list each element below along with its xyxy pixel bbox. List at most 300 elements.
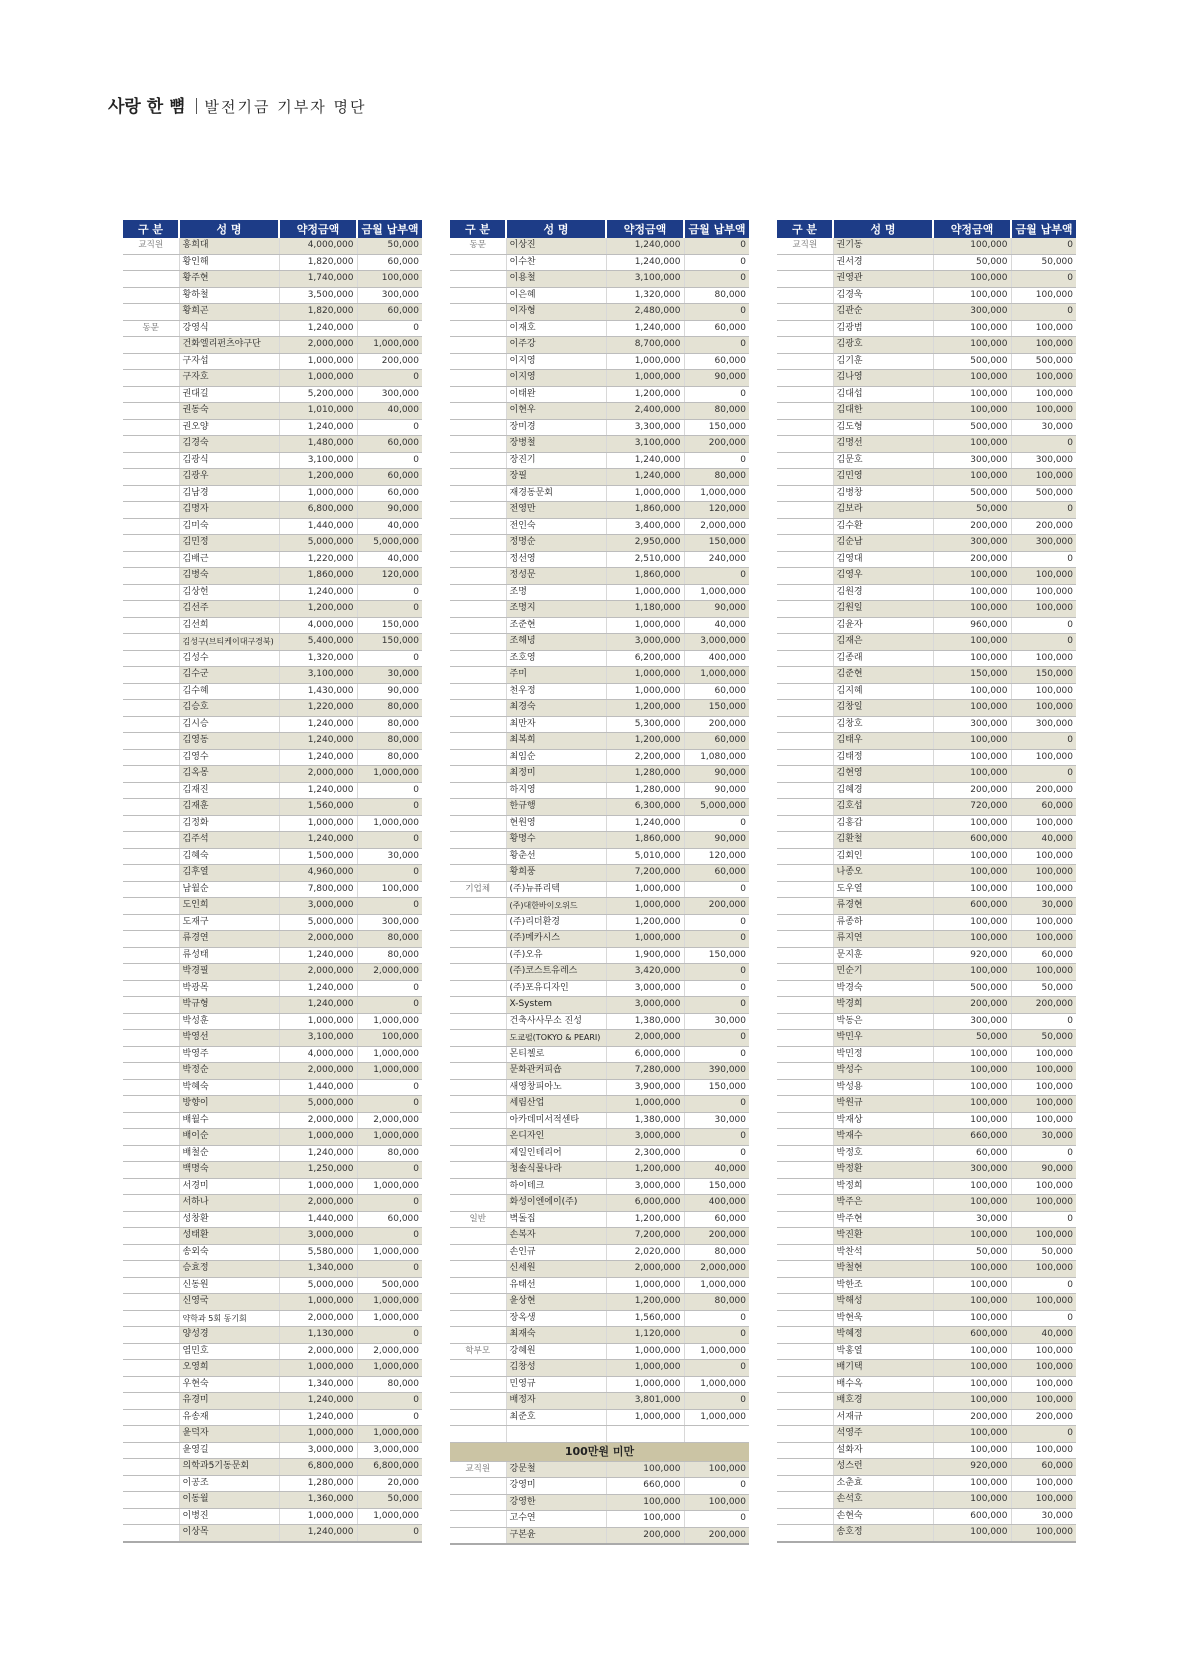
category-cell [777, 370, 833, 387]
donor-name-cell: 구본윤 [506, 1527, 606, 1544]
pledge-amount-cell: 500,000 [933, 419, 1011, 436]
pledge-amount-cell: 6,800,000 [279, 502, 357, 519]
pledge-amount-cell: 100,000 [933, 1096, 1011, 1113]
donor-name-cell: 김순남 [833, 535, 933, 552]
pledge-amount-cell: 1,560,000 [279, 799, 357, 816]
category-cell [123, 1178, 179, 1195]
monthly-amount-cell: 80,000 [684, 287, 749, 304]
col-header-category: 구 분 [777, 220, 833, 238]
donor-name-cell: 김재훈 [179, 799, 279, 816]
monthly-amount-cell: 150,000 [684, 1178, 749, 1195]
pledge-amount-cell: 1,000,000 [606, 584, 684, 601]
monthly-amount-cell: 0 [357, 782, 422, 799]
donor-name-cell: 박정환 [833, 1162, 933, 1179]
donor-name-cell: 김시승 [179, 716, 279, 733]
donor-name-cell: 김영우 [833, 568, 933, 585]
table-row [123, 931, 422, 948]
donor-name-cell: 설화자 [833, 1442, 933, 1459]
donor-name-cell: 황희풍 [506, 865, 606, 882]
category-cell [123, 1079, 179, 1096]
category-cell [777, 304, 833, 321]
donor-name-cell: 배이순 [179, 1129, 279, 1146]
category-cell [777, 1442, 833, 1459]
pledge-amount-cell: 1,480,000 [279, 436, 357, 453]
donor-name-cell: (주)오유 [506, 947, 606, 964]
category-cell [777, 947, 833, 964]
table-row [450, 997, 749, 1014]
pledge-amount-cell: 200,000 [606, 1527, 684, 1544]
donor-name-cell: 나종오 [833, 865, 933, 882]
category-cell [777, 551, 833, 568]
donor-name-cell: 송외숙 [179, 1244, 279, 1261]
pledge-amount-cell: 1,000,000 [606, 1376, 684, 1393]
table-row [450, 1478, 749, 1495]
donor-name-cell: 박해성 [833, 1294, 933, 1311]
table-row [123, 1426, 422, 1443]
category-cell [123, 1442, 179, 1459]
table-row [450, 865, 749, 882]
pledge-amount-cell: 1,000,000 [279, 353, 357, 370]
table-row [450, 947, 749, 964]
pledge-amount-cell: 920,000 [933, 1459, 1011, 1476]
donor-name-cell: 박재상 [833, 1112, 933, 1129]
table-row [123, 947, 422, 964]
donor-name-cell: 박동은 [833, 1013, 933, 1030]
table-row [777, 469, 1076, 486]
category-cell [450, 535, 506, 552]
table-row [777, 1492, 1076, 1509]
donor-name-cell: 전영만 [506, 502, 606, 519]
category-cell [777, 1459, 833, 1476]
pledge-amount-cell: 1,240,000 [279, 947, 357, 964]
pledge-amount-cell: 100,000 [606, 1461, 684, 1478]
table-row [123, 1195, 422, 1212]
monthly-amount-cell: 0 [357, 1228, 422, 1245]
donor-name-cell: 재경동문회 [506, 485, 606, 502]
category-cell [450, 419, 506, 436]
monthly-amount-cell: 60,000 [357, 254, 422, 271]
header-divider [196, 98, 197, 114]
table-row [123, 881, 422, 898]
table-row [777, 1096, 1076, 1113]
donor-table-1 [123, 220, 422, 1543]
donor-name-cell: 이용철 [506, 271, 606, 288]
table-row [123, 254, 422, 271]
pledge-amount-cell: 2,000,000 [279, 931, 357, 948]
monthly-amount-cell: 100,000 [1011, 568, 1076, 585]
donor-name-cell: 박민우 [833, 1030, 933, 1047]
monthly-amount-cell: 0 [1011, 238, 1076, 254]
table-row [123, 1310, 422, 1327]
pledge-amount-cell: 1,240,000 [606, 254, 684, 271]
table-row [450, 584, 749, 601]
donor-name-cell: 정성문 [506, 568, 606, 585]
category-cell [450, 518, 506, 535]
pledge-amount-cell: 1,240,000 [606, 238, 684, 254]
monthly-amount-cell: 100,000 [1011, 881, 1076, 898]
category-cell [123, 485, 179, 502]
pledge-amount-cell: 1,900,000 [606, 947, 684, 964]
pledge-amount-cell: 3,100,000 [279, 1030, 357, 1047]
table-row [777, 1343, 1076, 1360]
table-row [123, 1277, 422, 1294]
monthly-amount-cell: 90,000 [684, 601, 749, 618]
table-row [450, 403, 749, 420]
pledge-amount-cell: 1,560,000 [606, 1310, 684, 1327]
donor-name-cell: 황주현 [179, 271, 279, 288]
pledge-amount-cell: 1,380,000 [606, 1112, 684, 1129]
pledge-amount-cell: 4,000,000 [279, 238, 357, 254]
monthly-amount-cell: 200,000 [1011, 518, 1076, 535]
monthly-amount-cell: 0 [1011, 733, 1076, 750]
table-row [123, 914, 422, 931]
monthly-amount-cell: 0 [684, 386, 749, 403]
donor-name-cell: 최경숙 [506, 700, 606, 717]
table-row [123, 865, 422, 882]
category-cell [450, 1228, 506, 1245]
category-cell [450, 1327, 506, 1344]
donor-name-cell: 석영주 [833, 1426, 933, 1443]
category-cell [450, 1013, 506, 1030]
monthly-amount-cell: 100,000 [1011, 1046, 1076, 1063]
table-row [450, 1046, 749, 1063]
pledge-amount-cell: 2,300,000 [606, 1145, 684, 1162]
category-cell [777, 1393, 833, 1410]
table-row [450, 634, 749, 651]
donor-name-cell: 서하나 [179, 1195, 279, 1212]
monthly-amount-cell: 100,000 [1011, 1442, 1076, 1459]
table-row [450, 1343, 749, 1360]
monthly-amount-cell: 0 [357, 1096, 422, 1113]
table-row [777, 1112, 1076, 1129]
table-row [777, 238, 1076, 254]
donor-name-cell: 이주강 [506, 337, 606, 354]
category-cell [123, 848, 179, 865]
donor-name-cell: 김영수 [179, 749, 279, 766]
donor-name-cell: 서재규 [833, 1409, 933, 1426]
pledge-amount-cell: 1,240,000 [279, 1393, 357, 1410]
category-cell [777, 832, 833, 849]
monthly-amount-cell: 80,000 [357, 716, 422, 733]
table-row [777, 1030, 1076, 1047]
category-cell [777, 419, 833, 436]
table-row [777, 601, 1076, 618]
category-cell [450, 1096, 506, 1113]
pledge-amount-cell: 200,000 [933, 1409, 1011, 1426]
pledge-amount-cell: 1,820,000 [279, 254, 357, 271]
page-header [108, 92, 366, 117]
pledge-amount-cell: 1,320,000 [606, 287, 684, 304]
table-row [123, 403, 422, 420]
pledge-amount-cell: 500,000 [933, 353, 1011, 370]
pledge-amount-cell: 6,000,000 [606, 1195, 684, 1212]
monthly-amount-cell: 30,000 [1011, 419, 1076, 436]
table-row [777, 370, 1076, 387]
monthly-amount-cell: 60,000 [357, 1211, 422, 1228]
donor-name-cell: X-System [506, 997, 606, 1014]
category-cell [777, 1178, 833, 1195]
category-cell [777, 287, 833, 304]
donor-name-cell: 박주현 [833, 1211, 933, 1228]
pledge-amount-cell: 1,860,000 [279, 568, 357, 585]
table-row [450, 964, 749, 981]
pledge-amount-cell: 2,480,000 [606, 304, 684, 321]
table-row [123, 1294, 422, 1311]
donor-name-cell: 김재은 [833, 634, 933, 651]
category-cell [123, 535, 179, 552]
table-row [450, 337, 749, 354]
pledge-amount-cell: 300,000 [933, 535, 1011, 552]
monthly-amount-cell: 0 [1011, 1013, 1076, 1030]
category-cell [450, 1178, 506, 1195]
donor-name-cell: 김종래 [833, 650, 933, 667]
monthly-amount-cell: 100,000 [1011, 386, 1076, 403]
monthly-amount-cell: 150,000 [684, 1079, 749, 1096]
pledge-amount-cell: 500,000 [933, 485, 1011, 502]
donor-name-cell: 김광식 [179, 452, 279, 469]
pledge-amount-cell: 2,000,000 [279, 1195, 357, 1212]
donor-name-cell: 김준현 [833, 667, 933, 684]
monthly-amount-cell: 40,000 [357, 551, 422, 568]
monthly-amount-cell: 100,000 [1011, 914, 1076, 931]
category-cell [123, 700, 179, 717]
pledge-amount-cell: 2,000,000 [606, 1030, 684, 1047]
monthly-amount-cell: 100,000 [1011, 1228, 1076, 1245]
donor-name-cell: 이공조 [179, 1475, 279, 1492]
category-cell [123, 1310, 179, 1327]
monthly-amount-cell: 0 [357, 1393, 422, 1410]
pledge-amount-cell: 3,000,000 [279, 1442, 357, 1459]
table-row [123, 1162, 422, 1179]
category-cell [450, 1079, 506, 1096]
pledge-amount-cell: 1,120,000 [606, 1327, 684, 1344]
pledge-amount-cell: 3,000,000 [606, 980, 684, 997]
donor-name-cell: 박성수 [833, 1063, 933, 1080]
donor-name-cell: 한규행 [506, 799, 606, 816]
monthly-amount-cell: 60,000 [684, 683, 749, 700]
monthly-amount-cell: 100,000 [1011, 320, 1076, 337]
table-row [450, 815, 749, 832]
pledge-amount-cell: 500,000 [933, 980, 1011, 997]
monthly-amount-cell: 0 [1011, 617, 1076, 634]
monthly-amount-cell: 30,000 [357, 667, 422, 684]
table-header-row [777, 220, 1076, 238]
monthly-amount-cell: 60,000 [684, 1211, 749, 1228]
pledge-amount-cell: 3,100,000 [279, 667, 357, 684]
monthly-amount-cell: 80,000 [684, 1294, 749, 1311]
table-row [450, 749, 749, 766]
category-cell: 교직원 [123, 238, 179, 254]
category-cell [123, 271, 179, 288]
pledge-amount-cell: 50,000 [933, 1244, 1011, 1261]
donor-name-cell: 김회인 [833, 848, 933, 865]
category-cell [450, 584, 506, 601]
pledge-amount-cell: 4,000,000 [279, 617, 357, 634]
monthly-amount-cell: 90,000 [684, 782, 749, 799]
monthly-amount-cell: 60,000 [357, 469, 422, 486]
table-row [777, 799, 1076, 816]
donor-name-cell: 손인규 [506, 1244, 606, 1261]
table-row [777, 1426, 1076, 1443]
pledge-amount-cell: 1,740,000 [279, 271, 357, 288]
pledge-amount-cell: 100,000 [933, 584, 1011, 601]
pledge-amount-cell: 1,200,000 [606, 386, 684, 403]
pledge-amount-cell: 100,000 [933, 749, 1011, 766]
table-row [123, 370, 422, 387]
monthly-amount-cell: 0 [1011, 1426, 1076, 1443]
pledge-amount-cell: 7,800,000 [279, 881, 357, 898]
donor-name-cell: 류성태 [179, 947, 279, 964]
category-cell [450, 1195, 506, 1212]
pledge-amount-cell: 720,000 [933, 799, 1011, 816]
monthly-amount-cell: 100,000 [1011, 1112, 1076, 1129]
table-row [450, 1527, 749, 1544]
monthly-amount-cell: 0 [357, 832, 422, 849]
table-row [123, 304, 422, 321]
monthly-amount-cell: 30,000 [684, 1112, 749, 1129]
table-row [450, 733, 749, 750]
table-row [777, 568, 1076, 585]
donor-name-cell: 박규형 [179, 997, 279, 1014]
donor-name-cell: 김민정 [179, 535, 279, 552]
monthly-amount-cell: 0 [684, 337, 749, 354]
col-header-monthly: 금월 납부액 [684, 220, 749, 238]
category-cell [777, 568, 833, 585]
table-row [777, 733, 1076, 750]
category-cell [777, 584, 833, 601]
table-row [450, 535, 749, 552]
donor-name-cell: 권대길 [179, 386, 279, 403]
donor-name-cell: 박정순 [179, 1063, 279, 1080]
donor-name-cell: 유송재 [179, 1409, 279, 1426]
monthly-amount-cell: 300,000 [1011, 535, 1076, 552]
monthly-amount-cell: 0 [684, 1129, 749, 1146]
table-row [450, 617, 749, 634]
monthly-amount-cell: 200,000 [684, 436, 749, 453]
category-cell [777, 1013, 833, 1030]
category-cell [123, 337, 179, 354]
monthly-amount-cell: 1,000,000 [684, 1343, 749, 1360]
category-cell [777, 1508, 833, 1525]
donor-name-cell: 구자호 [179, 370, 279, 387]
donor-name-cell: 조명 [506, 584, 606, 601]
category-cell [123, 1327, 179, 1344]
donor-name-cell: 김성구(브티케이대구경북) [179, 634, 279, 651]
monthly-amount-cell: 0 [684, 881, 749, 898]
pledge-amount-cell: 3,420,000 [606, 964, 684, 981]
donor-name-cell: 장옥생 [506, 1310, 606, 1327]
table-row [777, 304, 1076, 321]
monthly-amount-cell: 0 [684, 980, 749, 997]
pledge-amount-cell: 1,000,000 [606, 485, 684, 502]
donor-name-cell: 신동원 [179, 1277, 279, 1294]
pledge-amount-cell: 1,430,000 [279, 683, 357, 700]
pledge-amount-cell: 50,000 [933, 1030, 1011, 1047]
monthly-amount-cell: 100,000 [1011, 1195, 1076, 1212]
table-row [123, 815, 422, 832]
table-row [123, 485, 422, 502]
col-header-name: 성 명 [179, 220, 279, 238]
monthly-amount-cell: 60,000 [357, 436, 422, 453]
monthly-amount-cell: 200,000 [357, 353, 422, 370]
pledge-amount-cell: 8,700,000 [606, 337, 684, 354]
donor-name-cell: 김선희 [179, 617, 279, 634]
category-cell [450, 320, 506, 337]
monthly-amount-cell: 100,000 [684, 1461, 749, 1478]
donor-name-cell: 권기동 [833, 238, 933, 254]
donor-name-cell: 벽돌집 [506, 1211, 606, 1228]
donor-name-cell: 박경숙 [833, 980, 933, 997]
donor-name-cell: 홍희대 [179, 238, 279, 254]
pledge-amount-cell: 30,000 [933, 1211, 1011, 1228]
category-cell [450, 700, 506, 717]
table-row [777, 898, 1076, 915]
pledge-amount-cell: 100,000 [933, 1063, 1011, 1080]
monthly-amount-cell: 200,000 [684, 1527, 749, 1544]
table-row [123, 584, 422, 601]
donor-name-cell: 김도형 [833, 419, 933, 436]
category-cell [123, 1294, 179, 1311]
donor-name-cell: 송호정 [833, 1525, 933, 1542]
donor-name-cell: 손석호 [833, 1492, 933, 1509]
monthly-amount-cell: 100,000 [1011, 337, 1076, 354]
table-row [123, 749, 422, 766]
donor-name-cell: (주)뉴퓨리텍 [506, 881, 606, 898]
pledge-amount-cell: 100,000 [933, 1112, 1011, 1129]
monthly-amount-cell: 1,000,000 [357, 337, 422, 354]
donor-name-cell: 최복희 [506, 733, 606, 750]
pledge-amount-cell: 300,000 [933, 452, 1011, 469]
donor-name-cell: 박혜숙 [179, 1079, 279, 1096]
pledge-amount-cell: 100,000 [933, 386, 1011, 403]
monthly-amount-cell: 0 [684, 914, 749, 931]
table-row [450, 799, 749, 816]
category-cell [123, 865, 179, 882]
pledge-amount-cell: 1,180,000 [606, 601, 684, 618]
col-header-category: 구 분 [450, 220, 506, 238]
category-cell [123, 832, 179, 849]
donor-name-cell: 박성훈 [179, 1013, 279, 1030]
pledge-amount-cell: 100,000 [933, 436, 1011, 453]
donor-name-cell: 김수혜 [179, 683, 279, 700]
donor-name-cell: 김영대 [833, 551, 933, 568]
donor-name-cell: 박재수 [833, 1129, 933, 1146]
donor-name-cell: 박정희 [833, 1178, 933, 1195]
table-row [777, 914, 1076, 931]
pledge-amount-cell: 100,000 [933, 1261, 1011, 1278]
donor-name-cell: 김창일 [833, 700, 933, 717]
category-cell [123, 749, 179, 766]
pledge-amount-cell: 100,000 [933, 881, 1011, 898]
category-cell [777, 403, 833, 420]
table-row [450, 1277, 749, 1294]
table-row [777, 1261, 1076, 1278]
category-cell [450, 766, 506, 783]
donor-name-cell: (주)포유디자인 [506, 980, 606, 997]
monthly-amount-cell: 200,000 [684, 898, 749, 915]
category-cell [777, 733, 833, 750]
pledge-amount-cell: 1,200,000 [279, 601, 357, 618]
pledge-amount-cell: 1,860,000 [606, 568, 684, 585]
monthly-amount-cell: 100,000 [1011, 1376, 1076, 1393]
pledge-amount-cell: 100,000 [933, 1475, 1011, 1492]
pledge-amount-cell: 200,000 [933, 997, 1011, 1014]
donor-name-cell: 성창환 [179, 1211, 279, 1228]
donor-name-cell: 김경욱 [833, 287, 933, 304]
category-cell [777, 254, 833, 271]
pledge-amount-cell: 1,440,000 [279, 1211, 357, 1228]
pledge-amount-cell: 3,000,000 [606, 1129, 684, 1146]
